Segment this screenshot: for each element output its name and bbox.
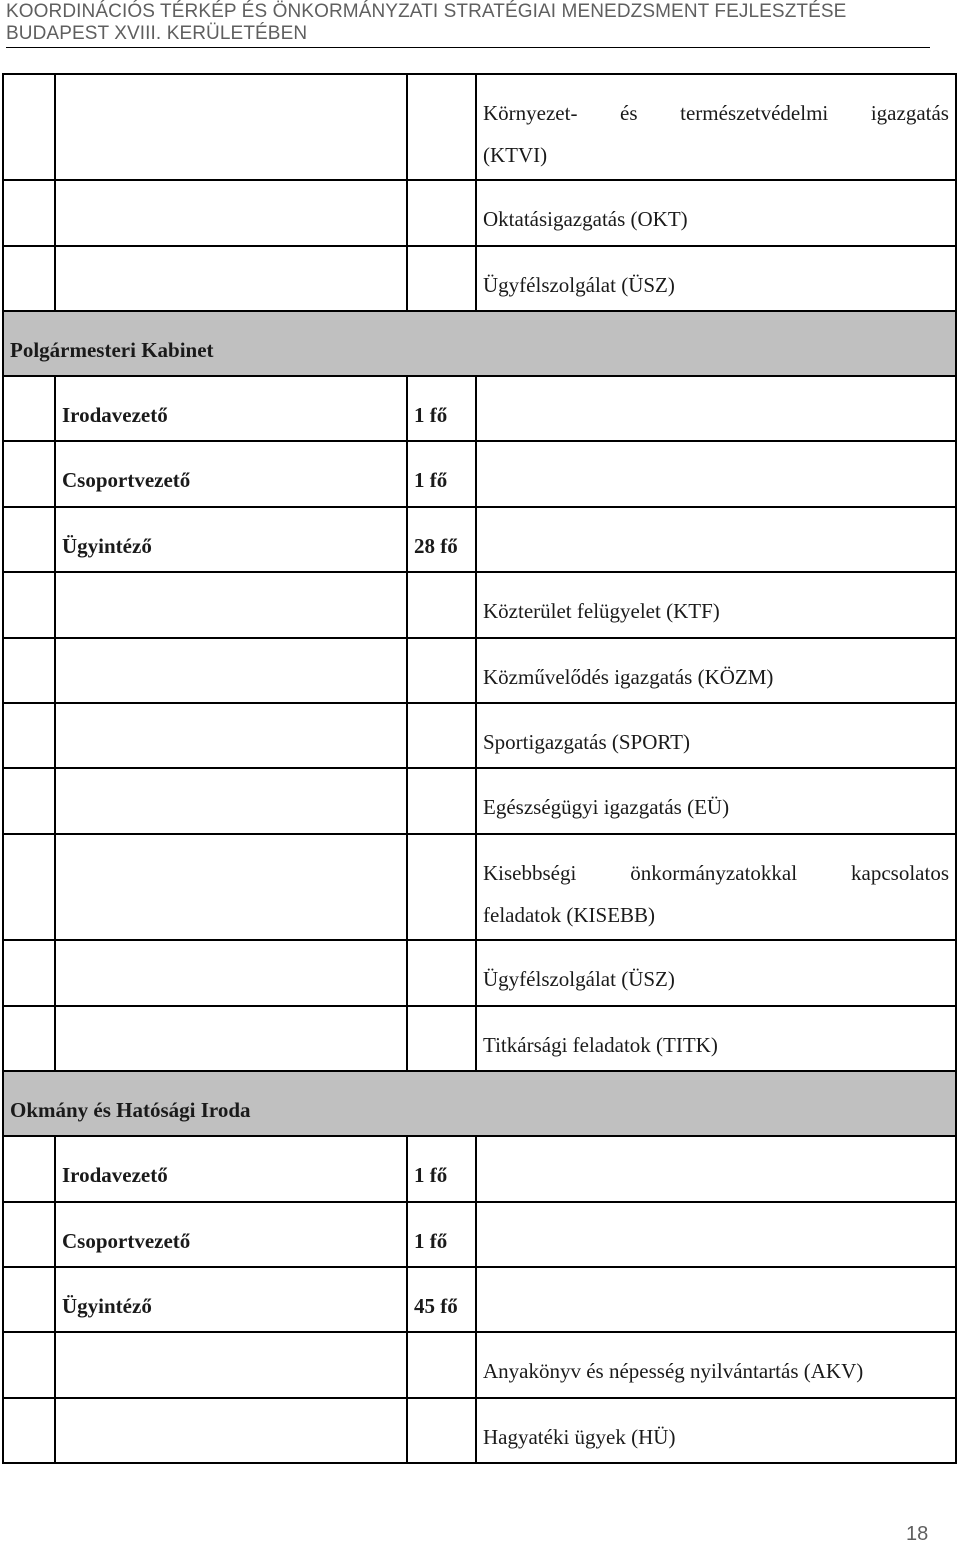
staff-role-label: Ügyintéző xyxy=(62,534,152,558)
header-title-line1: KOORDINÁCIÓS TÉRKÉP ÉS ÖNKORMÁNYZATI STRATÉGIAI MENEDZSMENT FEJLESZTÉSE xyxy=(6,1,847,22)
task-ktvi-line2: (KTVI) xyxy=(483,143,548,167)
staff-count: 1 fő xyxy=(414,403,448,427)
table-row xyxy=(2,245,957,310)
task-sport: Sportigazgatás (SPORT) xyxy=(483,730,690,754)
task-okt: Oktatásigazgatás (OKT) xyxy=(483,207,688,231)
staff-count: 1 fő xyxy=(414,1229,448,1253)
task-kisebb-line1: Kisebbségi önkormányzatokkal kapcsolatos xyxy=(483,861,949,885)
table-row xyxy=(2,1397,957,1462)
table-row xyxy=(2,1005,957,1070)
staff-count: 1 fő xyxy=(414,1163,448,1187)
staff-row xyxy=(2,375,957,440)
table-row xyxy=(2,637,957,702)
staff-role-label: Irodavezető xyxy=(62,403,168,427)
task-titk: Titkársági feladatok (TITK) xyxy=(483,1033,718,1057)
task-usz: Ügyfélszolgálat (ÜSZ) xyxy=(483,273,675,297)
staff-count: 45 fő xyxy=(414,1294,458,1318)
task-ktvi-line1: Környezet- és természetvédelmi igazgatás xyxy=(483,101,949,125)
staff-row xyxy=(2,506,957,571)
task-hu: Hagyatéki ügyek (HÜ) xyxy=(483,1425,676,1449)
table-row xyxy=(2,939,957,1005)
task-ktf: Közterület felügyelet (KTF) xyxy=(483,599,720,623)
section-header-row xyxy=(2,310,957,375)
staff-row xyxy=(2,1201,957,1266)
table-row xyxy=(2,1331,957,1397)
section-header-row xyxy=(2,1070,957,1135)
staff-role-label: Csoportvezető xyxy=(62,1229,191,1253)
table-row xyxy=(2,73,957,179)
header-title-line2: BUDAPEST XVIII. KERÜLETÉBEN xyxy=(6,23,308,44)
task-kozm: Közművelődés igazgatás (KÖZM) xyxy=(483,665,774,689)
task-kisebb-line2: feladatok (KISEBB) xyxy=(483,903,656,927)
table-row xyxy=(2,702,957,767)
staff-role-label: Ügyintéző xyxy=(62,1294,152,1318)
table-row xyxy=(2,767,957,833)
task-usz: Ügyfélszolgálat (ÜSZ) xyxy=(483,967,675,991)
staff-count: 28 fő xyxy=(414,534,458,558)
table-row xyxy=(2,833,957,939)
staff-role-label: Irodavezető xyxy=(62,1163,168,1187)
staff-row xyxy=(2,440,957,506)
table-bottom-border xyxy=(2,1462,957,1464)
task-eu: Egészségügyi igazgatás (EÜ) xyxy=(483,795,730,819)
section-title-kabinet: Polgármesteri Kabinet xyxy=(10,338,214,362)
page-number: 18 xyxy=(906,1523,929,1545)
staff-count: 1 fő xyxy=(414,468,448,492)
task-cell-ktvi xyxy=(475,73,957,179)
section-title-okmany: Okmány és Hatósági Iroda xyxy=(10,1098,251,1122)
staff-row xyxy=(2,1135,957,1201)
staff-row xyxy=(2,1266,957,1331)
table-row xyxy=(2,571,957,637)
header-divider xyxy=(6,47,930,48)
task-akv: Anyakönyv és népesség nyilvántartás (AKV) xyxy=(483,1359,864,1383)
table-row xyxy=(2,179,957,245)
staff-role-label: Csoportvezető xyxy=(62,468,191,492)
